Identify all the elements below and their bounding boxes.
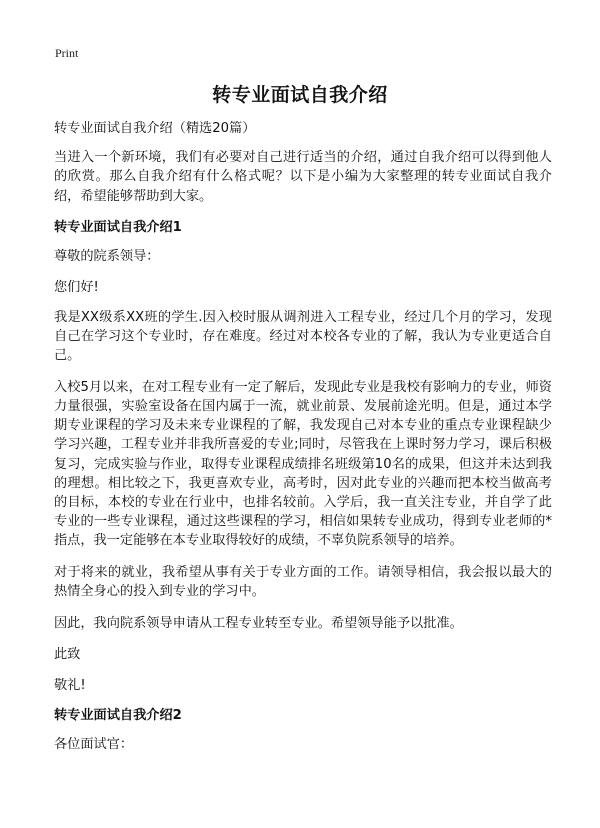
- article-subtitle: 转专业面试自我介绍（精选20篇）: [54, 121, 256, 136]
- section-heading-2: 转专业面试自我介绍2: [54, 707, 182, 723]
- closing-line: 此致: [54, 647, 81, 663]
- paragraph: 对于将来的就业，我希望从事有关于专业方面的工作。请领导相信，我会报以最大的热情全身心的投入到专业的学习中。: [54, 565, 552, 600]
- paragraph: 因此，我向院系领导申请从工程专业转至专业。希望领导能予以批准。: [54, 615, 463, 631]
- section-heading-1: 转专业面试自我介绍1: [54, 220, 182, 236]
- paragraph: 入校5月以来，在对工程专业有一定了解后，发现此专业是我校有影响力的专业，师资力量很强，实验室设备在国内属于一流，就业前景、发展前途光明。但是，通过本学期专业课程的学习及未来专业课程的了解，我发现自己对本专业的重点专业课程缺少学习兴趣，工程专业并非我所喜爱的专业;同时，尽管我在上课时努力学习，课后积极复习，完成实验与作业，取得专业课程成绩排名班级第10名的成果，但这并未达到我的理想。相比较之下，我更喜欢专业，高考时，因对此专业的兴趣而把本校当做高考的目标，本校的专业在行业中，也排名较前。入学后，我一直关注专业，并自学了此专业的一些专业课程，通过这些课程的学习，相信如果转专业成功，得到专业老师的*指点，我一定能够在本专业取得较好的成绩，不辜负院系领导的培养。: [54, 379, 552, 549]
- page-title: 转专业面试自我介绍: [212, 84, 388, 106]
- print-link[interactable]: Print: [55, 46, 79, 60]
- paragraph: 我是XX级系XX班的学生.因入校时服从调剂进入工程专业，经过几个月的学习，发现自己在学习这个专业时，存在难度。经过对本校各专业的了解，我认为专业更适合自己。: [54, 309, 552, 364]
- closing-line: 敬礼!: [54, 677, 86, 693]
- intro-paragraph: 当进入一个新环境，我们有必要对自己进行适当的介绍，通过自我介绍可以得到他人的欣赏。那么自我介绍有什么格式呢？以下是小编为大家整理的转专业面试自我介绍，希望能够帮助到大家。: [54, 150, 552, 204]
- salutation: 尊敬的院系领导：: [54, 249, 160, 265]
- salutation: 各位面试官：: [54, 737, 134, 753]
- greeting: 您们好!: [54, 279, 99, 295]
- article-body: [54, 119, 552, 765]
